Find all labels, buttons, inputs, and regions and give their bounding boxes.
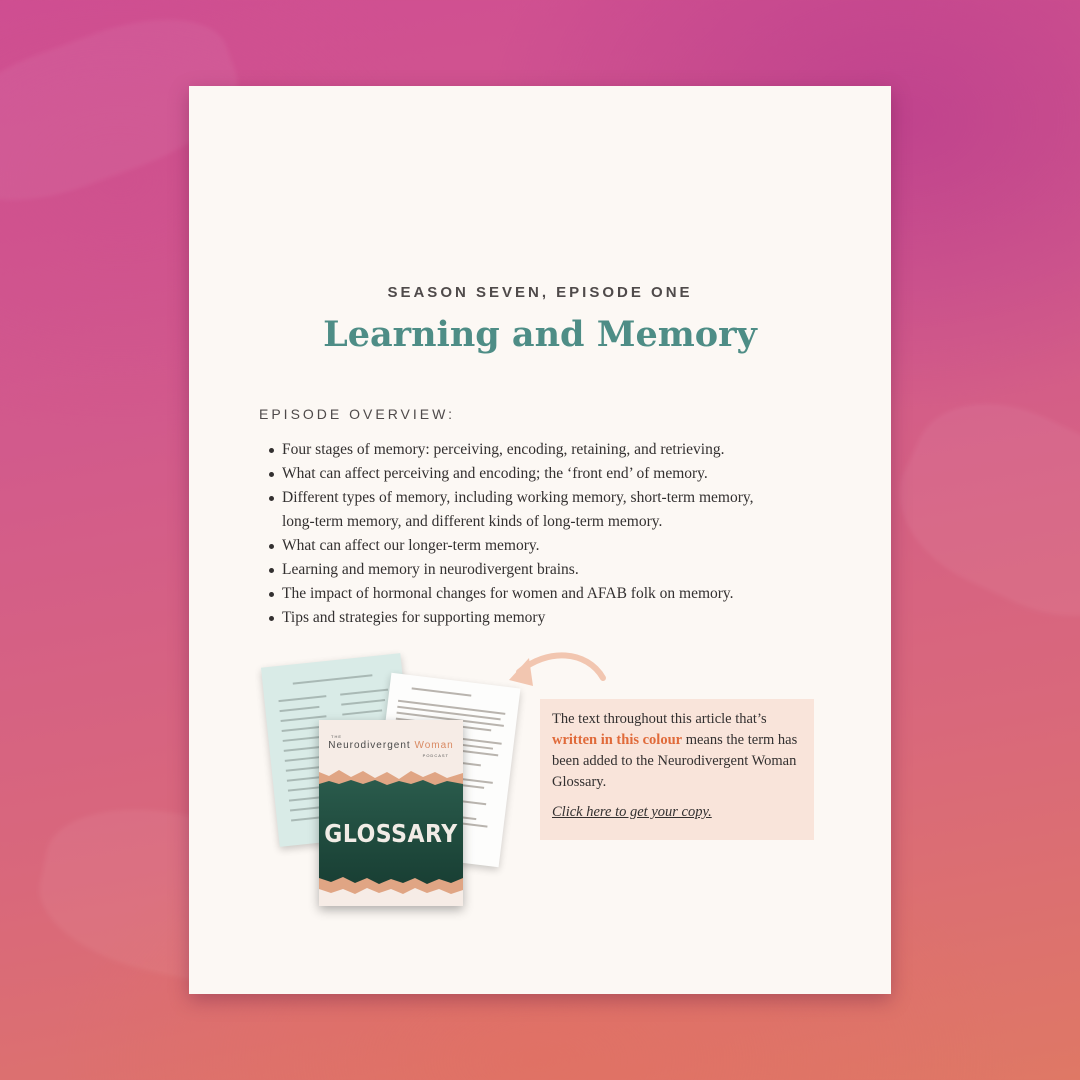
get-copy-link[interactable]: Click here to get your copy. bbox=[552, 804, 712, 820]
cover-prefix: THE bbox=[331, 734, 342, 739]
episode-eyebrow: SEASON SEVEN, EPISODE ONE bbox=[387, 284, 693, 301]
list-item: Different types of memory, including working memory, short-term memory, long-term memory, and different kinds of long-term memory. bbox=[282, 486, 762, 534]
torn-paper-top bbox=[319, 768, 463, 788]
overview-list bbox=[282, 438, 762, 630]
torn-paper-bottom bbox=[319, 876, 463, 896]
cover-brand-part: Neurodivergent bbox=[328, 740, 415, 751]
list-item: The impact of hormonal changes for women and AFAB folk on memory. bbox=[282, 582, 762, 606]
cover-title: GLOSSARY bbox=[324, 820, 458, 849]
cover-brand-sub: PODCAST bbox=[422, 753, 449, 758]
callout-text-part: means the term has been added to the Neurodivergent Woman Glossary. bbox=[552, 732, 798, 790]
cover-brand-part: Woman bbox=[414, 740, 454, 751]
overview-heading: EPISODE OVERVIEW: bbox=[259, 406, 455, 422]
highlight-text: written in this colour bbox=[552, 732, 683, 748]
glossary-callout bbox=[540, 699, 814, 840]
background-brushstroke bbox=[874, 373, 1080, 646]
list-item: Tips and strategies for supporting memory bbox=[282, 606, 762, 630]
list-item: Four stages of memory: perceiving, encoding, retaining, and retrieving. bbox=[282, 438, 762, 462]
callout-text bbox=[552, 709, 808, 793]
list-item: Learning and memory in neurodivergent brains. bbox=[282, 558, 762, 582]
glossary-cover bbox=[319, 720, 463, 906]
callout-text-part: The text throughout this article that’s bbox=[552, 711, 767, 727]
list-item: What can affect perceiving and encoding; the ‘front end’ of memory. bbox=[282, 462, 762, 486]
cover-brand bbox=[319, 740, 463, 751]
page-title: Learning and Memory bbox=[323, 314, 757, 355]
article-page bbox=[189, 86, 891, 994]
list-item: What can affect our longer-term memory. bbox=[282, 534, 762, 558]
